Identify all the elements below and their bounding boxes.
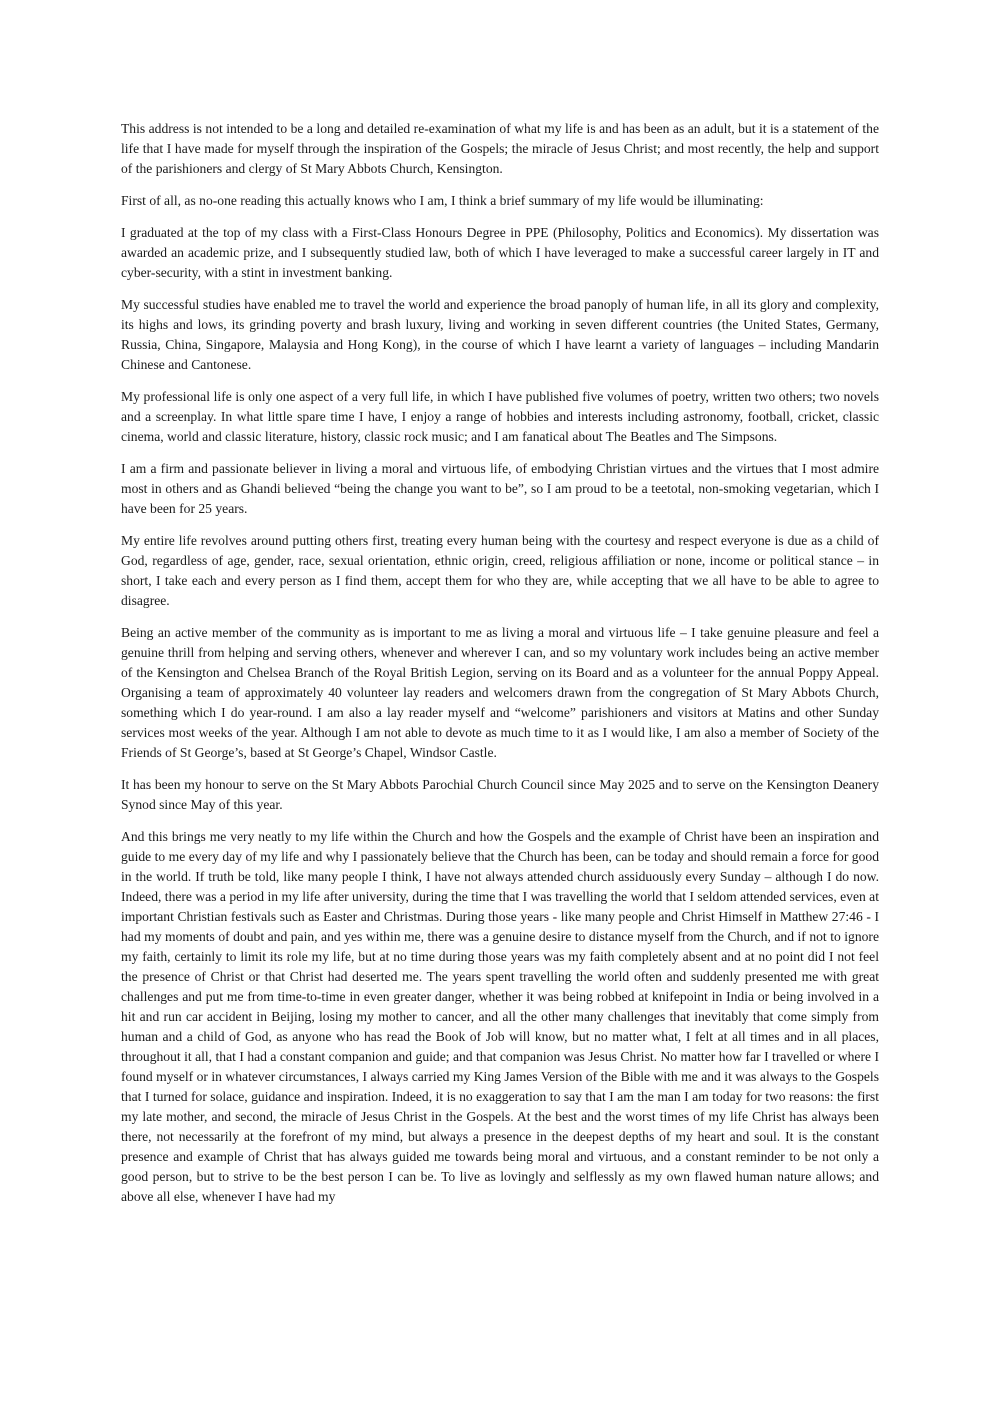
paragraph-education: I graduated at the top of my class with a First-Class Honours Degree in PPE (Philosophy, Politics and Economics). My dissertation was awarded an academic prize, and I subsequently studied law, both of which I have leveraged to make a successful career largely in IT and cyber-security, with a stint in investment banking. — [121, 225, 879, 280]
paragraph-community: Being an active member of the community as is important to me as living a moral and virtuous life – I take genuine pleasure and feel a genuine thrill from helping and serving others, whenever and wherever I can, and so my voluntary work includes being an active member of the Kensington and Chelsea Branch of the Royal British Legion, serving on its Board and as a volunteer for the annual Poppy Appeal. Organising a team of approximately 40 volunteer lay readers and welcomers drawn from the congregation of St Mary Abbots Church, something which I do year-round. I am also a lay reader myself and “welcome” parishioners and visitors at Matins and other Sunday services most weeks of the year. Although I am not able to devote as much time to it as I would like, I am also a member of Society of the Friends of St George’s, based at St George’s Chapel, Windsor Castle. — [121, 625, 879, 760]
paragraph-others-first: My entire life revolves around putting others first, treating every human being with the courtesy and respect everyone is due as a child of God, regardless of age, gender, race, sexual orientation, ethnic origin, creed, religious affiliation or none, income or political stance – in short, I take each and every person as I find them, accept them for who they are, while accepting that we all have to be able to agree to disagree. — [121, 533, 879, 608]
paragraph-summary-lead: First of all, as no-one reading this actually knows who I am, I think a brief summary of my life would be illuminating: — [121, 193, 764, 208]
paragraph-council: It has been my honour to serve on the St Mary Abbots Parochial Church Council since May 2025 and to serve on the Kensington Deanery Synod since May of this year. — [121, 777, 879, 812]
paragraph-intro: This address is not intended to be a long and detailed re-examination of what my life is and has been as an adult, but it is a statement of the life that I have made for myself through the inspiration of the Gospels; the miracle of Jesus Christ; and most recently, the help and support of the parishioners and clergy of St Mary Abbots Church, Kensington. — [121, 121, 879, 176]
paragraph-virtues: I am a firm and passionate believer in living a moral and virtuous life, of embodying Christian virtues and the virtues that I most admire most in others and as Ghandi believed “being the change you want to be”, so I am proud to be a teetotal, non-smoking vegetarian, which I have been for 25 years. — [121, 461, 879, 516]
paragraph-travel: My successful studies have enabled me to travel the world and experience the broad panoply of human life, in all its glory and complexity, its highs and lows, its grinding poverty and brash luxury, living and working in seven different countries (the United States, Germany, Russia, China, Singapore, Malaysia and Hong Kong), in the course of which I have learnt a variety of languages – including Mandarin Chinese and Cantonese. — [121, 297, 879, 372]
paragraph-interests: My professional life is only one aspect of a very full life, in which I have published five volumes of poetry, written two others; two novels and a screenplay. In what little spare time I have, I enjoy a range of hobbies and interests including astronomy, football, cricket, classic cinema, world and classic literature, history, classic rock music; and I am fanatical about The Beatles and The Simpsons. — [121, 389, 879, 444]
paragraph-church-life: And this brings me very neatly to my life within the Church and how the Gospels and the example of Christ have been an inspiration and guide to me every day of my life and why I passionately believe that the Church has been, can be today and should remain a force for good in the world. If truth be told, like many people I think, I have not always attended church assiduously every Sunday – although I do now. Indeed, there was a period in my life after university, during the time that I was travelling the world that I seldom attended services, even at important Christian festivals such as Easter and Christmas. During those years - like many people and Christ Himself in Matthew 27:46 - I had my moments of doubt and pain, and yes within me, there was a genuine desire to distance myself from the Church, and if not to ignore my faith, certainly to limit its role my life, but at no time during those years was my faith completely absent and at no point did I not feel the presence of Christ or that Christ had deserted me. The years spent travelling the world often and suddenly presented me with great challenges and put me from time-to-time in even greater danger, whether it was being robbed at knifepoint in India or being involved in a hit and run car accident in Beijing, losing my mother to cancer, and all the other many challenges that inevitably that come simply from human and a child of God, as anyone who has read the Book of Job will know, but no matter what, I felt at all times and in all places, throughout it all, that I had a constant companion and guide; and that companion was Jesus Christ. No matter how far I travelled or where I found myself or in whatever circumstances, I always carried my King James Version of the Bible with me and it was always to the Gospels that I turned for solace, guidance and inspiration. Indeed, it is no exaggeration to say that I am the man I am today for two reasons: the first my late mother, and second, the miracle of Jesus Christ in the Gospels. At the best and the worst times of my life Christ has always been there, not necessarily at the forefront of my mind, but always a presence in the deepest depths of my heart and soul. It is the constant presence and example of Christ that has always guided me towards being moral and virtuous, and a constant reminder to be not only a good person, but to strive to be the best person I can be. To live as lovingly and selflessly as my own flawed human nature allows; and above all else, whenever I have had my — [121, 829, 879, 1204]
document-page — [121, 119, 879, 1207]
